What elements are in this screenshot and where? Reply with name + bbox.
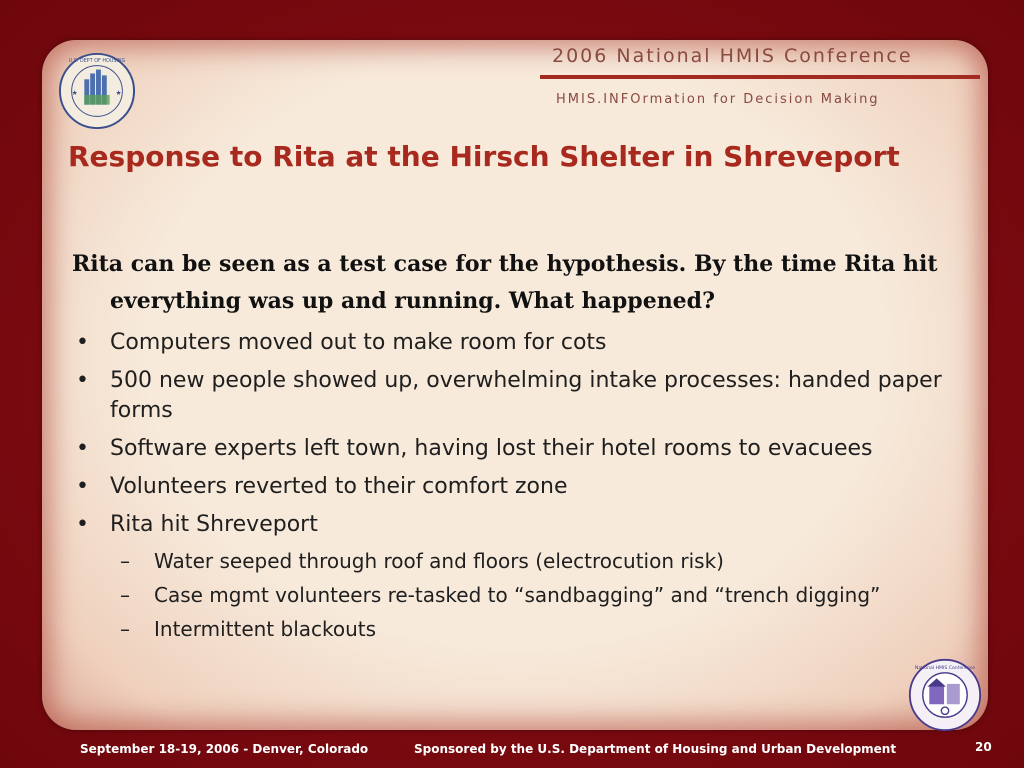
footer-date-location: September 18-19, 2006 - Denver, Colorado — [80, 742, 369, 756]
bullet-text: Volunteers reverted to their comfort zone — [110, 474, 568, 499]
svg-text:U.S. DEPT OF HOUSING: U.S. DEPT OF HOUSING — [68, 57, 126, 64]
sub-bullet-item — [110, 548, 982, 574]
intro-paragraph: Rita can be seen as a test case for the hypothesis. By the time Rita hit everything was up and running. What happened? — [72, 251, 938, 314]
sub-bullet-marker: – — [120, 617, 130, 641]
footer-sponsor: Sponsored by the U.S. Department of Housing and Urban Development — [414, 742, 897, 756]
bullet-item — [72, 510, 982, 642]
sub-bullet-text: Water seeped through roof and floors (electrocution risk) — [154, 549, 724, 573]
bullet-marker: • — [76, 436, 89, 461]
slide-title: Response to Rita at the Hirsch Shelter in Shreveport — [68, 140, 900, 173]
bullet-text: Software experts left town, having lost their hotel rooms to evacuees — [110, 436, 873, 461]
bullet-list — [72, 320, 982, 642]
conference-seal-logo — [908, 658, 982, 732]
sub-bullet-list — [110, 548, 982, 642]
bullet-item — [72, 328, 982, 358]
sub-bullet-marker: – — [120, 549, 130, 573]
bullet-marker: • — [76, 330, 89, 355]
bullet-marker: • — [76, 368, 89, 393]
sub-bullet-text: Case mgmt volunteers re-tasked to “sandbagging” and “trench digging” — [154, 583, 881, 607]
sub-bullet-item — [110, 582, 982, 608]
svg-text:★: ★ — [71, 88, 78, 97]
bullet-text: 500 new people showed up, overwhelming intake processes: handed paper forms — [110, 368, 942, 423]
bullet-marker: • — [76, 512, 89, 537]
bullet-item — [72, 472, 982, 502]
bullet-text: Computers moved out to make room for cots — [110, 330, 607, 355]
svg-text:National HMIS Conference: National HMIS Conference — [914, 666, 976, 672]
bullet-marker: • — [76, 474, 89, 499]
sub-bullet-item — [110, 616, 982, 642]
sub-bullet-text: Intermittent blackouts — [154, 617, 377, 641]
conference-title: 2006 National HMIS Conference — [552, 45, 913, 67]
header-divider — [540, 75, 980, 79]
svg-text:★: ★ — [115, 88, 122, 97]
bullet-text: Rita hit Shreveport — [110, 512, 318, 537]
bullet-item — [72, 434, 982, 464]
slide-number: 20 — [975, 740, 992, 754]
hud-seal-logo — [58, 52, 136, 130]
bullet-item — [72, 366, 982, 426]
footer-bar — [0, 736, 1024, 768]
sub-bullet-marker: – — [120, 583, 130, 607]
conference-subtitle: HMIS.INFOrmation for Decision Making — [556, 92, 880, 107]
